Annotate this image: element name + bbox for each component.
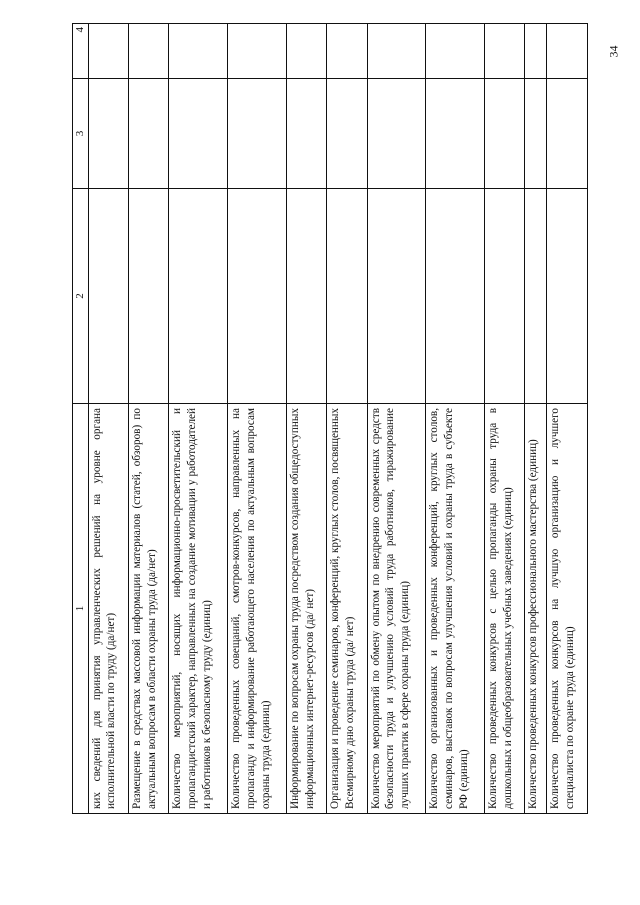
- table-row: [327, 24, 367, 814]
- indicator-cell: Количество организованных и проведенных конференций, круглых столов, семинаров, выставок по вопросам улучшения условий и охраны труда в субъекте РФ (единиц): [426, 404, 485, 814]
- indicator-cell: ких сведений для принятия управленческих решений на уровне органа исполнительной власти по труду (да/нет): [88, 404, 128, 814]
- column-header-3: 3: [73, 79, 89, 189]
- value-cell-2: [228, 189, 287, 404]
- table-row: [128, 24, 168, 814]
- value-cell-4: [547, 24, 588, 79]
- column-header-4: 4: [73, 24, 89, 79]
- indicator-cell: Организация и проведение семинаров, конференций, круглых столов, посвященных Всемирному дню охраны труда (да/ нет): [327, 404, 367, 814]
- table-row: [169, 24, 228, 814]
- indicator-cell: Количество проведенных конкурсов профессионального мастерства (единиц): [525, 404, 547, 814]
- table-row: [367, 24, 426, 814]
- value-cell-4: [426, 24, 485, 79]
- value-cell-3: [88, 79, 128, 189]
- value-cell-4: [327, 24, 367, 79]
- value-cell-2: [327, 189, 367, 404]
- value-cell-3: [128, 79, 168, 189]
- value-cell-2: [547, 189, 588, 404]
- value-cell-4: [286, 24, 326, 79]
- indicator-cell: Количество мероприятий по обмену опытом по внедрению современных средств безопасности труда и улучшению условий труда работников, тиражирование лучших практик в сфере охраны труда (единиц): [367, 404, 426, 814]
- value-cell-4: [128, 24, 168, 79]
- value-cell-4: [88, 24, 128, 79]
- value-cell-3: [228, 79, 287, 189]
- table-row: [547, 24, 588, 814]
- value-cell-4: [525, 24, 547, 79]
- indicator-cell: Количество проведенных конкурсов на лучшую организацию и лучшего специалиста по охране труда (единиц): [547, 404, 588, 814]
- table-row: [286, 24, 326, 814]
- value-cell-4: [228, 24, 287, 79]
- table-header-row: [73, 24, 89, 814]
- value-cell-4: [169, 24, 228, 79]
- indicator-cell: Размещение в средствах массовой информации материалов (статей, обзоров) по актуальным вопросам в области охраны труда (да/нет): [128, 404, 168, 814]
- value-cell-3: [426, 79, 485, 189]
- value-cell-3: [327, 79, 367, 189]
- page-number: 34: [606, 45, 621, 58]
- value-cell-2: [485, 189, 525, 404]
- table-row: [426, 24, 485, 814]
- column-header-1: 1: [73, 404, 89, 814]
- value-cell-3: [286, 79, 326, 189]
- table-row: [525, 24, 547, 814]
- value-cell-4: [485, 24, 525, 79]
- value-cell-2: [88, 189, 128, 404]
- value-cell-2: [128, 189, 168, 404]
- rotated-table-wrapper: [72, 24, 588, 814]
- indicator-cell: Количество проведенных конкурсов с целью пропаганды охраны труда в дошкольных и общеобразовательных учебных заведениях (единиц): [485, 404, 525, 814]
- value-cell-3: [367, 79, 426, 189]
- table-row: [485, 24, 525, 814]
- value-cell-3: [169, 79, 228, 189]
- indicator-cell: Количество мероприятий, носящих информационно-просветительский и пропагандистский характер, направленных на создание мотивации у работодателей и работников к безопасному труду (единиц): [169, 404, 228, 814]
- column-header-2: 2: [73, 189, 89, 404]
- value-cell-4: [367, 24, 426, 79]
- value-cell-2: [169, 189, 228, 404]
- value-cell-2: [286, 189, 326, 404]
- value-cell-2: [367, 189, 426, 404]
- table-row: [228, 24, 287, 814]
- value-cell-3: [547, 79, 588, 189]
- value-cell-2: [426, 189, 485, 404]
- indicators-table: [72, 23, 588, 814]
- table-row: [88, 24, 128, 814]
- indicator-cell: Информирование по вопросам охраны труда посредством создания общедоступных информационных интернет-ресурсов (да/ нет): [286, 404, 326, 814]
- value-cell-3: [485, 79, 525, 189]
- value-cell-2: [525, 189, 547, 404]
- indicator-cell: Количество проведенных совещаний, смотров-конкурсов, направленных на пропаганду и информирование работающего населения по актуальным вопросам охраны труда (единиц): [228, 404, 287, 814]
- value-cell-3: [525, 79, 547, 189]
